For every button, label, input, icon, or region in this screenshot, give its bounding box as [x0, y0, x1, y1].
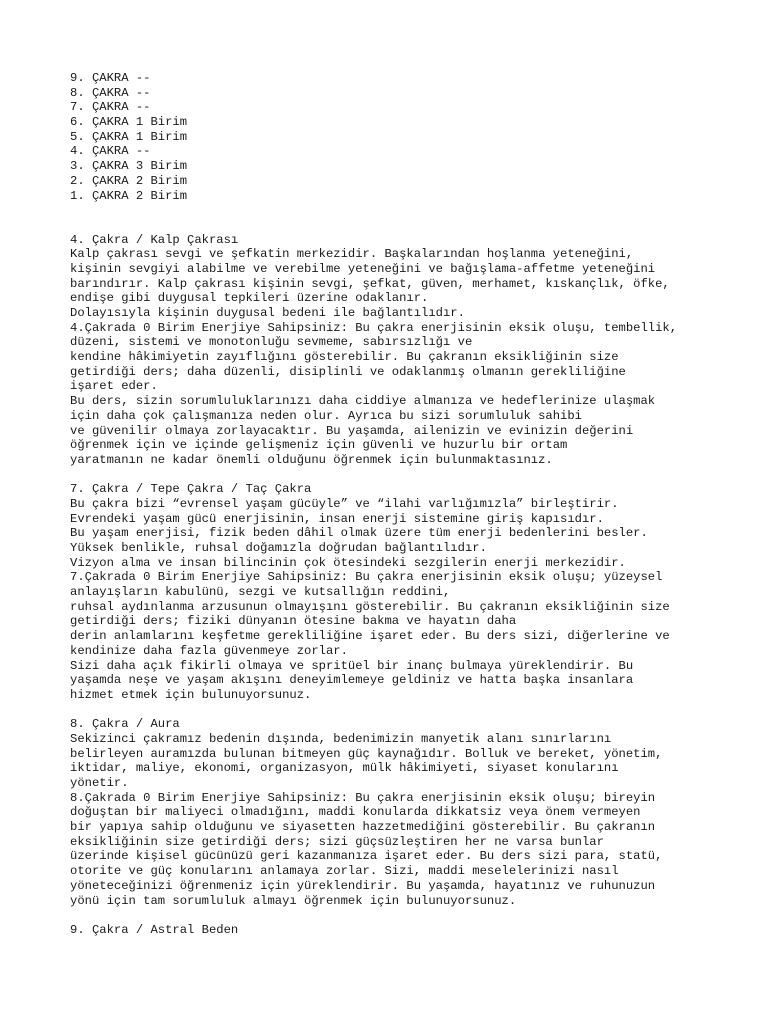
text-line: Evrendeki yaşam gücü enerjisinin, insan enerji sistemine giriş kapısıdır. — [70, 511, 604, 526]
text-line: 4. Çakra / Kalp Çakrası — [70, 232, 239, 247]
blank-line — [70, 468, 750, 483]
text-line: yönetir. — [70, 776, 129, 790]
text-line: derin anlamlarını keşfetme gerekliliğine işaret eder. Bu ders sizi, diğerlerine ve — [70, 629, 670, 644]
section-4-block — [70, 233, 750, 468]
text-line: 4. ÇAKRA -- — [70, 144, 151, 159]
text-line: getirdiği ders; daha düzenli, disiplinli ve odaklanmış olmanın gerekliliğine — [70, 364, 626, 379]
text-line: 8. ÇAKRA -- — [70, 85, 151, 100]
paragraph-spacer — [70, 908, 750, 923]
chakra-list-block — [70, 71, 750, 203]
paragraph-spacer — [70, 468, 750, 483]
text-line: öğrenmek için ve içinde gelişmeniz için güvenli ve huzurlu bir ortam — [70, 438, 568, 453]
text-line: 4.Çakrada 0 Birim Enerjiye Sahipsiniz: Bu çakra enerjisinin eksik oluşu, tembellik, — [70, 320, 678, 335]
blank-line — [70, 203, 750, 218]
text-line: 7. Çakra / Tepe Çakra / Taç Çakra — [70, 482, 312, 497]
text-line: anlayışların kabulünü, sezgi ve kutsallığın reddini, — [70, 585, 451, 600]
text-line: belirleyen auramızda bulunan bitmeyen güç kaynağıdır. Bolluk ve bereket, yönetim, — [70, 746, 663, 761]
text-line: 9. ÇAKRA -- — [70, 71, 151, 85]
text-line: işaret eder. — [70, 379, 158, 394]
text-line: yönü için tam sorumluluk almayı öğrenmek için bulunuyorsunuz. — [70, 893, 517, 908]
section-8-block — [70, 717, 750, 908]
text-line: endişe gibi duygusal tepkileri üzerine odaklanır. — [70, 291, 429, 306]
text-line: 8. Çakra / Aura — [70, 717, 180, 732]
text-line: doğuştan bir maliyeci olmadığını, maddi konularda dikkatsiz veya önem vermeyen — [70, 805, 641, 820]
text-line: barındırır. Kalp çakrası kişinin sevgi, şefkat, güven, merhamet, kıskançlık, öfke, — [70, 276, 670, 291]
section-9-block — [70, 923, 750, 938]
text-line: Sekizinci çakramız bedenin dışında, bedenimizin manyetik alanı sınırlarını — [70, 731, 612, 746]
text-line: yöneteceğinizi öğrenmeniz için yüreklendirir. Bu yaşamda, hayatınız ve ruhunuzun — [70, 878, 656, 893]
text-line: Bu yaşam enerjisi, fizik beden dâhil olmak üzere tüm enerji bedenlerini besler. — [70, 526, 648, 541]
document-body — [70, 71, 750, 938]
text-line: Dolayısıyla kişinin duygusal bedeni ile bağlantılıdır. — [70, 306, 465, 320]
blank-line — [70, 908, 750, 923]
text-line: 1. ÇAKRA 2 Birim — [70, 188, 188, 203]
text-line: için daha çok çalışmanıza neden olur. Ayrıca bu sizi sorumluluk sahibi — [70, 408, 582, 423]
text-line: yaşamda neşe ve yaşam akışını deneyimlemeye geldiniz ve hatta başka insanlara — [70, 673, 634, 688]
text-line: otorite ve güç konularını anlamaya zorlar. Sizi, maddi meselelerinizi nasıl — [70, 864, 619, 879]
text-line: kişinin sevgiyi alabilme ve verebilme yeteneğini ve bağışlama-affetme yeteneğini — [70, 261, 656, 276]
text-line: Bu ders, sizin sorumluluklarınızı daha ciddiye almanıza ve hedeflerinize ulaşmak — [70, 394, 656, 409]
paragraph-spacer — [70, 203, 750, 218]
text-line: 2. ÇAKRA 2 Birim — [70, 173, 188, 188]
text-line: kendinize daha fazla güvenmeye zorlar. — [70, 643, 348, 658]
text-line: 5. ÇAKRA 1 Birim — [70, 129, 188, 144]
text-line: 9. Çakra / Astral Beden — [70, 922, 239, 937]
text-line: kendine hâkimiyetin zayıflığını gösterebilir. Bu çakranın eksikliğinin size — [70, 350, 619, 365]
text-line: ruhsal aydınlanma arzusunun olmayışını gösterebilir. Bu çakranın eksikliğinin size — [70, 599, 670, 614]
text-line: 7. ÇAKRA -- — [70, 100, 151, 115]
text-line: 7.Çakrada 0 Birim Enerjiye Sahipsiniz: Bu çakra enerjisinin eksik oluşu; yüzeysel — [70, 570, 663, 585]
text-line: iktidar, maliye, ekonomi, organizasyon, mülk hâkimiyeti, siyaset konularını — [70, 761, 619, 776]
text-line: 3. ÇAKRA 3 Birim — [70, 159, 188, 174]
paragraph-spacer — [70, 703, 750, 718]
text-line: Bu çakra bizi “evrensel yaşam gücüyle” ve “ilahi varlığımızla” birleştirir. — [70, 496, 619, 511]
text-line: eksikliğinin size getirdiği ders; sizi güçsüzleştiren her ne varsa bunlar — [70, 834, 604, 849]
text-line: yaratmanın ne kadar önemli olduğunu öğrenmek için bulunmaktasınız. — [70, 452, 553, 467]
paragraph-spacer — [70, 218, 750, 233]
text-line: 8.Çakrada 0 Birim Enerjiye Sahipsiniz: Bu çakra enerjisinin eksik oluşu; bireyin — [70, 790, 656, 805]
section-7-block — [70, 482, 750, 702]
text-line: 6. ÇAKRA 1 Birim — [70, 115, 188, 130]
text-line: bir yapıya sahip olduğunu ve siyasetten hazzetmediğini gösterebilir. Bu çakranın — [70, 820, 656, 835]
text-line: Vizyon alma ve insan bilincinin çok ötesindeki sezgilerin enerji merkezidir. — [70, 555, 626, 570]
blank-line — [70, 218, 750, 233]
text-line: Sizi daha açık fikirli olmaya ve spritüel bir inanç bulmaya yüreklendirir. Bu — [70, 658, 634, 673]
text-line: düzeni, sistemi ve monotonluğu sevmeme, sabırsızlığı ve — [70, 335, 473, 350]
text-line: getirdiği ders; fiziki dünyanın ötesine bakma ve hayatın daha — [70, 614, 517, 629]
text-line: ve güvenilir olmaya zorlayacaktır. Bu yaşamda, ailenizin ve evinizin değerini — [70, 423, 634, 438]
text-line: Kalp çakrası sevgi ve şefkatin merkezidir. Başkalarından hoşlanma yeteneğini, — [70, 247, 634, 262]
text-line: Yüksek benlikle, ruhsal doğamızla doğrudan bağlantılıdır. — [70, 541, 487, 555]
text-line: hizmet etmek için bulunuyorsunuz. — [70, 687, 312, 702]
blank-line — [70, 703, 750, 718]
text-line: üzerinde kişisel gücünüzü geri kazanmanıza işaret eder. Bu ders sizi para, statü, — [70, 849, 663, 864]
